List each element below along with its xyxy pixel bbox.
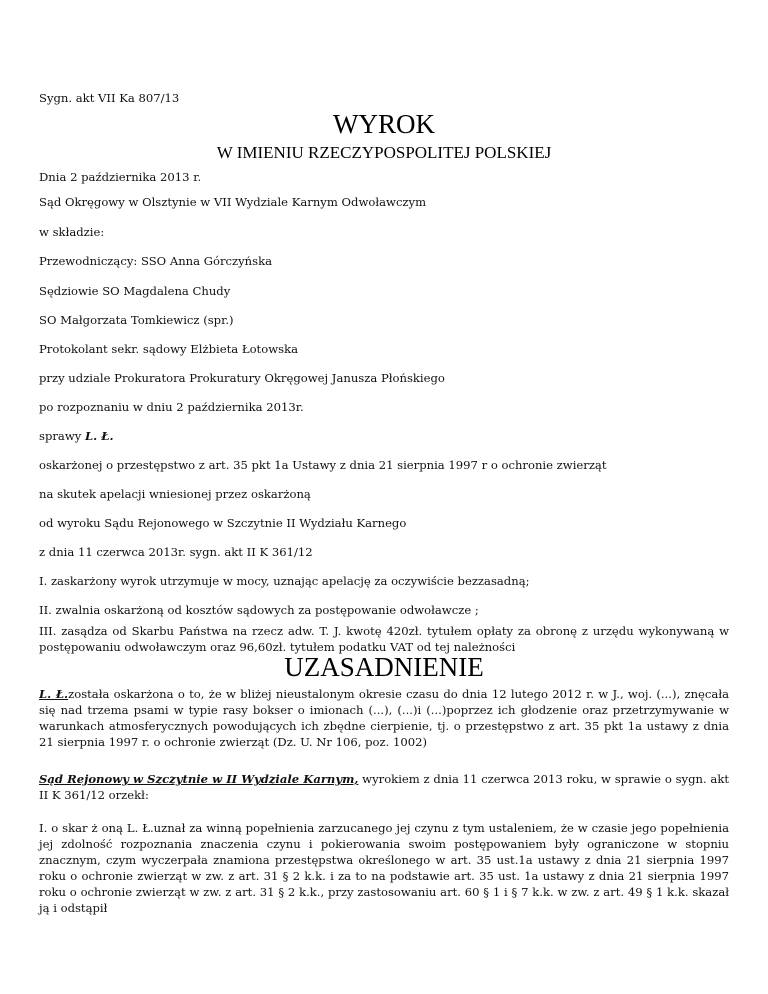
prosecutor-line: przy udziale Prokuratora Prokuratury Okręgowej Janusza Płońskiego — [39, 371, 445, 385]
justification-paragraph-2 — [39, 771, 729, 803]
hearing-line: po rozpoznaniu w dniu 2 października 2013r. — [39, 400, 304, 414]
court-line: Sąd Okręgowy w Olsztynie w VII Wydziale Karnym Odwoławczym — [39, 195, 427, 209]
paragraph-2-text: wyrokiem z dnia 11 czerwca 2013 roku, w sprawie o sygn. akt II K 361/12 orzekł: — [39, 772, 730, 802]
composition-label: w składzie: — [39, 225, 105, 239]
presiding-judge: Przewodniczący: SSO Anna Górczyńska — [39, 254, 273, 268]
judges-line-1: Sędziowie SO Magdalena Chudy — [39, 284, 231, 298]
judges-line-2: SO Małgorzata Tomkiewicz (spr.) — [39, 313, 234, 327]
date-line: Dnia 2 października 2013 r. — [39, 170, 202, 184]
justification-paragraph-1 — [39, 686, 729, 750]
from-judgment-line: od wyroku Sądu Rejonowego w Szczytnie II Wydziału Karnego — [39, 516, 407, 530]
accused-name: L. Ł. — [39, 687, 69, 701]
verdict-item-3: III. zasądza od Skarbu Państwa na rzecz adw. T. J. kwotę 420zł. tytułem opłaty za obronę z urzędu wykonywaną w postępowaniu odwoławczym oraz 96,60zł. tytułem podatku VAT od tej należności — [39, 624, 729, 654]
justification-title: UZASADNIENIE — [284, 652, 484, 682]
document-title: WYROK — [333, 109, 435, 139]
case-number: Sygn. akt VII Ka 807/13 — [39, 91, 180, 105]
clerk-line: Protokolant sekr. sądowy Elżbieta Łotowska — [39, 342, 299, 356]
justification-paragraph-3: I. o skar ż oną L. Ł.uznał za winną popełnienia zarzucanego jej czynu z tym ustaleniem, że w czasie jego popełnienia jej zdolność rozpoznania znaczenia czynu i pokierowania swoim postępowaniem były ograniczone w stopniu znacznym, czym wyczerpała znamiona przestępstwa określonego w art. 35 ust.1a ustawy z dnia 21 sierpnia 1997 roku o ochronie zwierząt w zw. z art. 31 § 2 k.k. i za to na podstawie art. 35 ust. 1a ustawy z dnia 21 sierpnia 1997 roku o ochronie zwierząt w zw. z art. 31 § 2 k.k., przy zastosowaniu art. 60 § 1 i § 7 k.k. w zw. z art. 49 § 1 k.k. skazał ją i odstąpił — [39, 821, 729, 915]
case-line — [39, 428, 114, 444]
judgment-date-line: z dnia 11 czerwca 2013r. sygn. akt II K 361/12 — [39, 545, 313, 559]
case-party: L. Ł. — [85, 429, 114, 443]
verdict-item-2: II. zwalnia oskarżoną od kosztów sądowych za postępowanie odwoławcze ; — [39, 603, 479, 617]
paragraph-1-text: została oskarżona o to, że w bliżej nieustalonym okresie czasu do dnia 12 lutego 2012 r. w J., woj. (...), znęcała się nad trzema psami w typie rasy bokser o imionach (...), (...)i (...)poprzez ich głodzenie oraz przetrzymywanie w warunkach atmosferycznych powodujących ich zbędne cierpienie, tj. o przestępstwo z art. 35 pkt 1a ustawy z dnia 21 sierpnia 1997 r. o ochronie zwierząt (Dz. U. Nr 106, poz. 1002) — [39, 687, 729, 749]
verdict-item-1: I. zaskarżony wyrok utrzymuje w mocy, uznając apelację za oczywiście bezzasadną; — [39, 574, 530, 588]
case-prefix: sprawy — [39, 429, 85, 443]
appeal-line: na skutek apelacji wniesionej przez oskarżoną — [39, 487, 311, 501]
charge-line: oskarżonej o przestępstwo z art. 35 pkt 1a Ustawy z dnia 21 sierpnia 1997 r o ochronie zwierząt — [39, 458, 607, 472]
document-subtitle: W IMIENIU RZECZYPOSPOLITEJ POLSKIEJ — [216, 143, 552, 162]
lower-court-name: Sąd Rejonowy w Szczytnie w II Wydziale Karnym, — [39, 772, 359, 786]
